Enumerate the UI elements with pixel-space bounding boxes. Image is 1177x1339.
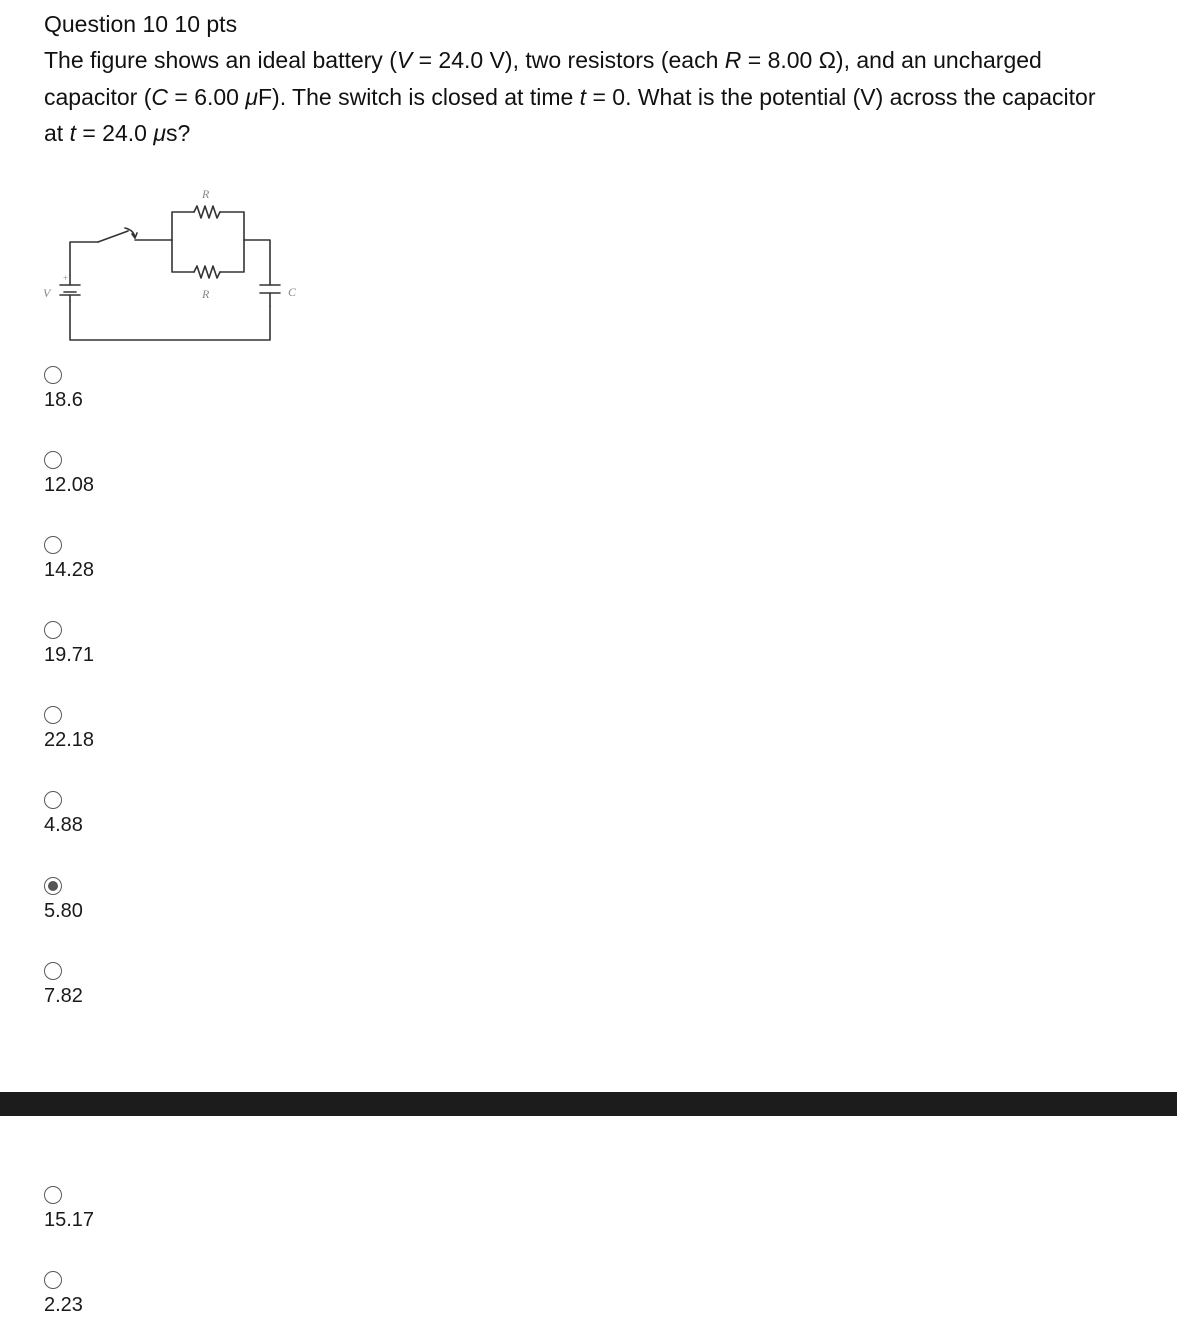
answer-label[interactable]: 15.17 [44,1209,95,1231]
answer-option[interactable] [40,366,180,426]
radio-button[interactable] [44,621,62,639]
resistor-bottom-zigzag [194,266,220,278]
radio-button[interactable] [44,536,62,554]
answer-label[interactable]: 18.6 [44,389,83,411]
answer-label[interactable]: 7.82 [44,985,83,1007]
left-wire-lower [70,301,270,340]
resistor-top-zigzag [194,206,220,218]
switch-arm [98,231,128,242]
left-wire [70,242,98,275]
answer-option[interactable] [40,536,180,596]
circuit-diagram [30,176,320,356]
screenshot-divider-bar [0,1092,1177,1116]
battery-label: V [43,286,51,300]
radio-button[interactable] [44,366,62,384]
radio-button[interactable] [44,1186,62,1204]
answer-option[interactable] [40,1186,180,1246]
question-line-2: capacitor (C = 6.00 μF). The switch is closed at time t = 0. What is the potential (V) across the capacitor [44,83,1096,110]
radio-button[interactable] [44,451,62,469]
answer-label[interactable]: 14.28 [44,559,95,581]
answer-option[interactable] [40,877,180,937]
question-line-1: The figure shows an ideal battery (V = 24.0 V), two resistors (each R = 8.00 Ω), and an uncharged [44,47,1042,73]
resistor-top-label: R [202,187,210,201]
answer-label[interactable]: 4.88 [44,814,83,836]
answer-option[interactable] [40,1271,180,1331]
answer-option[interactable] [40,791,180,851]
answer-option[interactable] [40,451,180,511]
question-line-3: at t = 24.0 μs? [44,120,191,146]
battery-plus-label: + [63,273,69,283]
answer-option[interactable] [40,962,180,1022]
answer-label[interactable]: 22.18 [44,729,95,751]
answer-label[interactable]: 2.23 [44,1294,83,1316]
answer-option[interactable] [40,621,180,681]
answer-option[interactable] [40,706,180,766]
radio-button[interactable] [44,791,62,809]
answer-label[interactable]: 12.08 [44,474,95,496]
answer-label[interactable]: 5.80 [44,900,83,922]
question-text [44,42,1169,152]
radio-button[interactable] [44,962,62,980]
radio-button-selected[interactable] [44,877,62,895]
radio-button[interactable] [44,1271,62,1289]
resistor-bottom-label: R [202,287,210,301]
radio-button[interactable] [44,706,62,724]
answer-label[interactable]: 19.71 [44,644,95,666]
capacitor-label: C [288,285,297,299]
question-header: Question 10 10 pts [44,11,238,37]
